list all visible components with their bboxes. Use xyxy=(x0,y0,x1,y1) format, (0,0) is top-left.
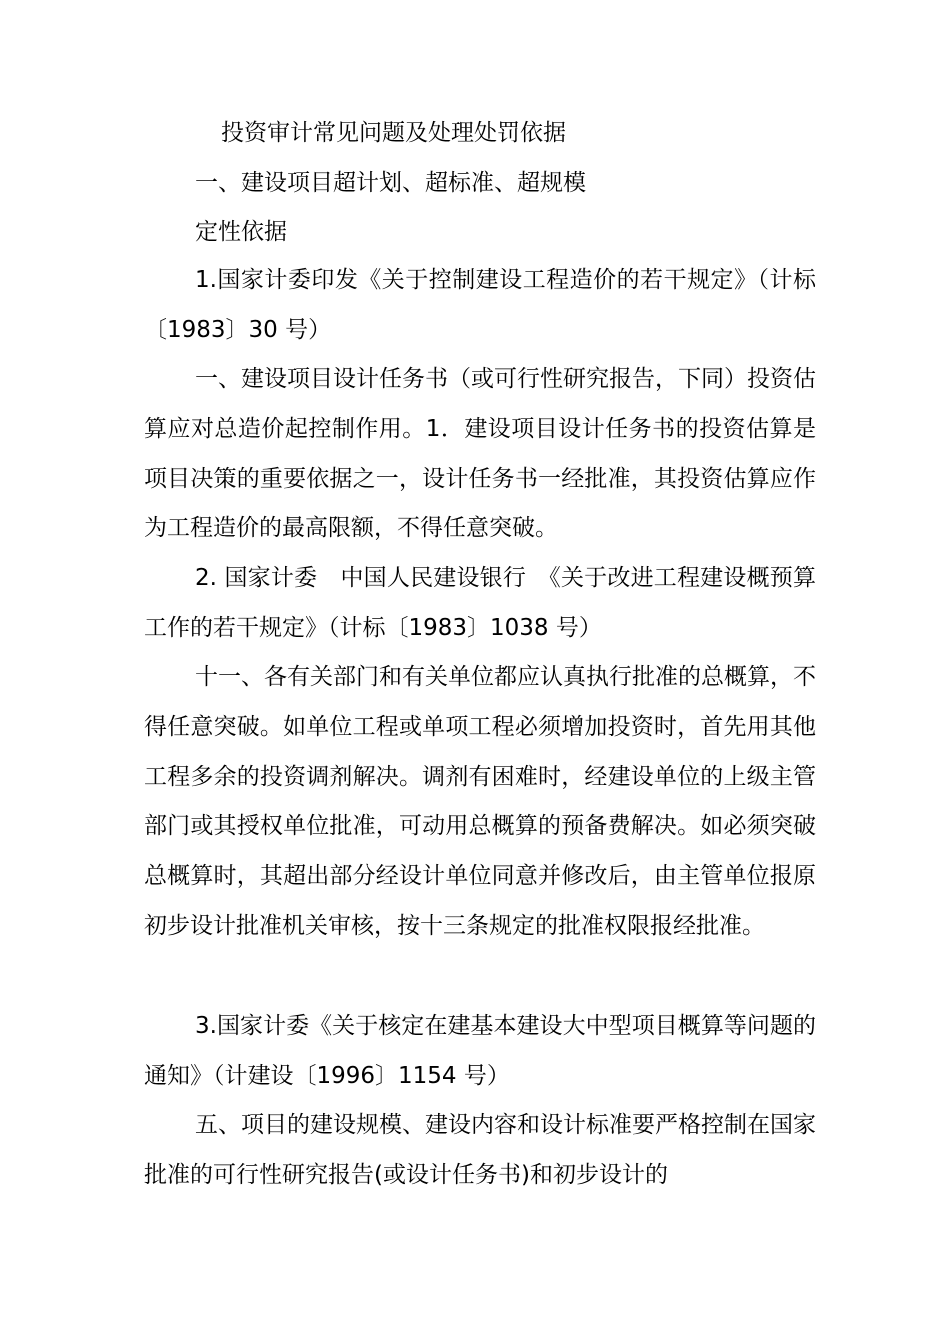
paragraph-regulation-2: 2. 国家计委 中国人民建设银行 《关于改进工程建设概预算工作的若干规定》（计标〔1983〕1038 号） xyxy=(144,565,816,641)
document-title: 投资审计常见问题及处理处罚依据 xyxy=(221,120,566,146)
paragraph-clause-11: 十一、各有关部门和有关单位都应认真执行批准的总概算，不得任意突破。如单位工程或单项工程必须增加投资时，首先用其他工程多余的投资调剂解决。调剂有困难时，经建设单位的上级主管部门或其授权单位批准，可动用总概算的预备费解决。如必须突破总概算时，其超出部分经设计单位同意并修改后，由主管单位报原初步设计批准机关审核，按十三条规定的批准权限报经批准。 xyxy=(144,664,816,939)
paragraph-regulation-3: 3.国家计委《关于核定在建基本建设大中型项目概算等问题的通知》（计建设〔1996〕1154 号） xyxy=(144,1013,816,1089)
sub-heading: 定性依据 xyxy=(195,219,287,245)
paragraph-regulation-1: 1.国家计委印发《关于控制建设工程造价的若干规定》（计标〔1983〕30 号） xyxy=(144,267,816,343)
paragraph-clause-5: 五、项目的建设规模、建设内容和设计标准要严格控制在国家批准的可行性研究报告(或设计任务书)和初步设计的 xyxy=(144,1112,816,1188)
paragraph-clause-1: 一、建设项目设计任务书（或可行性研究报告，下同）投资估算应对总造价起控制作用。1．建设项目设计任务书的投资估算是项目决策的重要依据之一，设计任务书一经批准，其投资估算应作为工程造价的最高限额，不得任意突破。 xyxy=(144,366,816,542)
section-heading: 一、建设项目超计划、超标准、超规模 xyxy=(195,170,586,196)
